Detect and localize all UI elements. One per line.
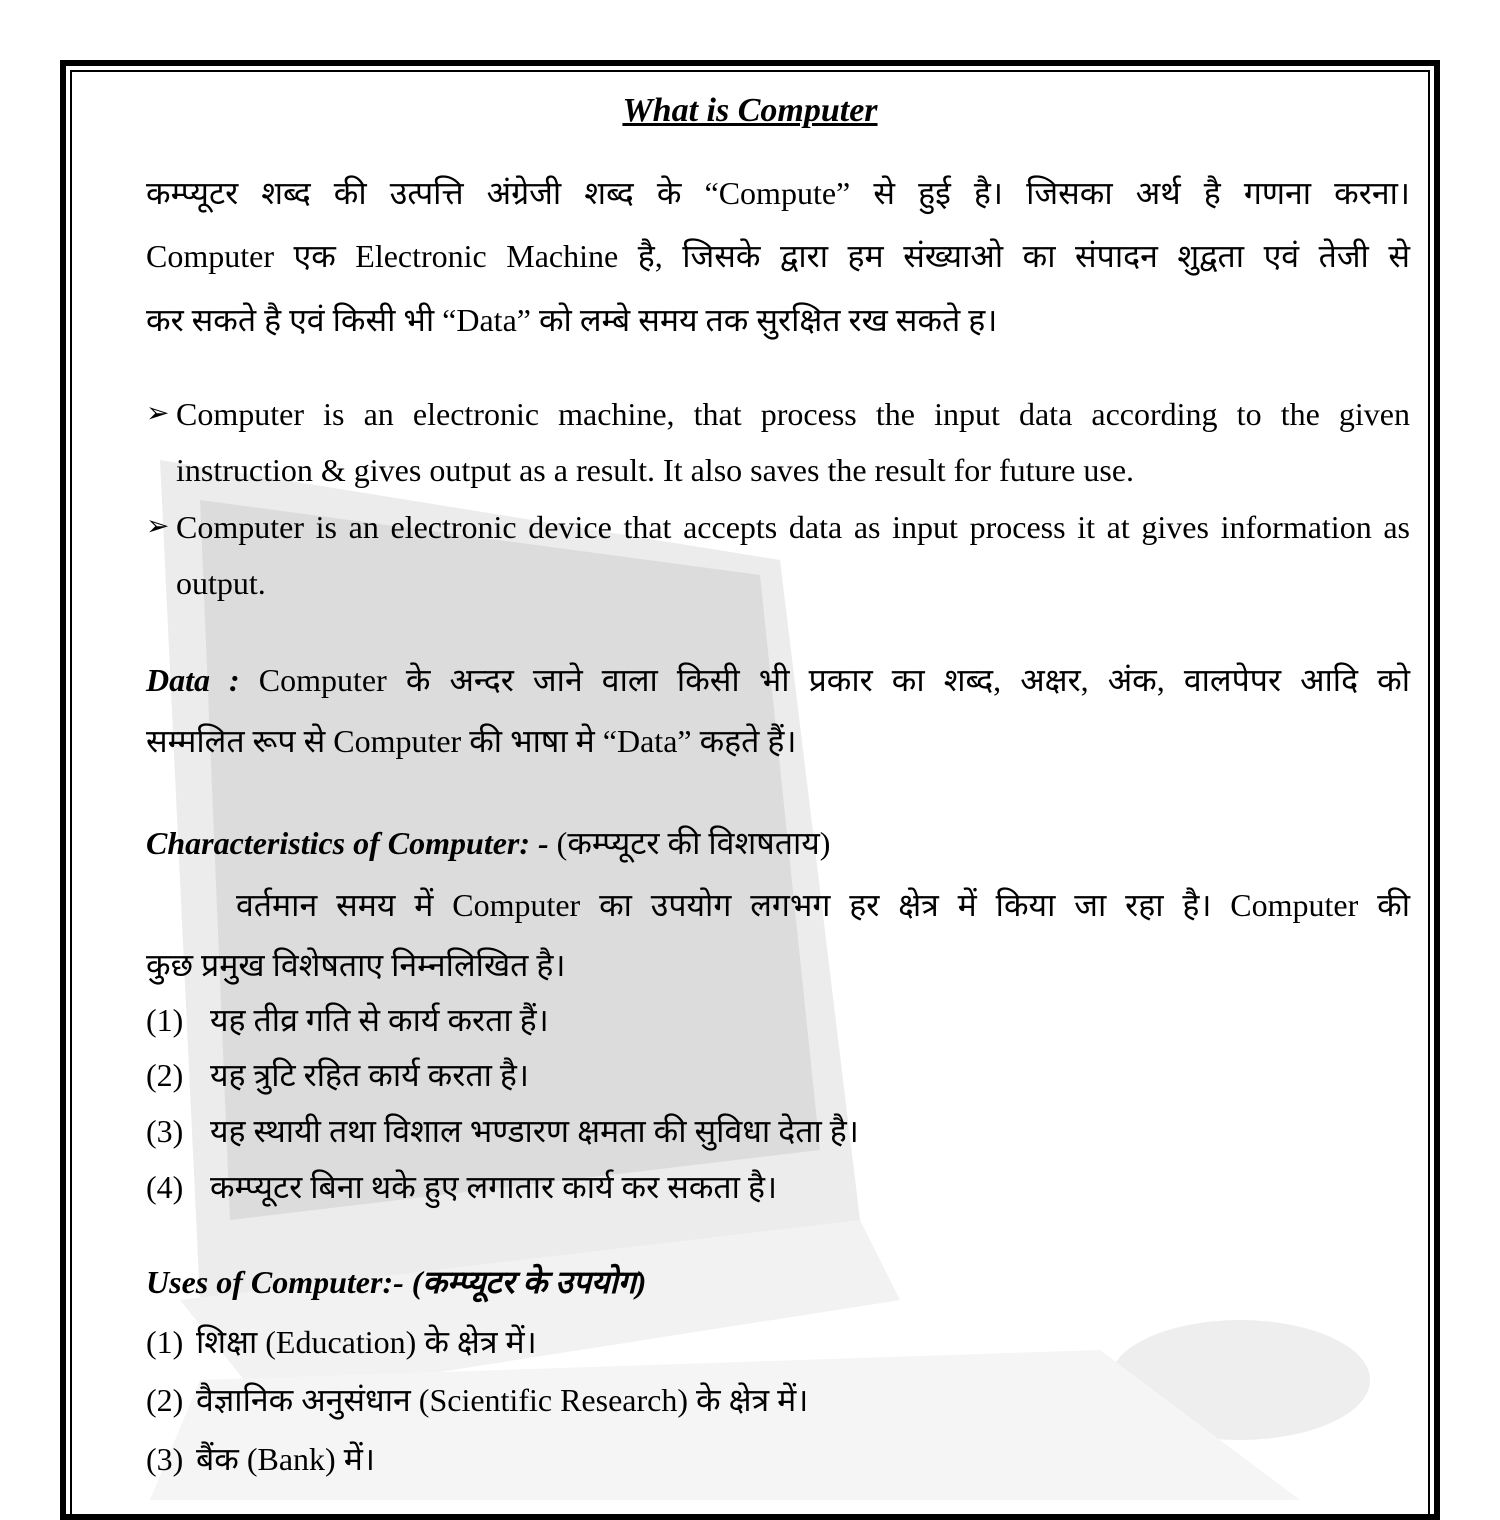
list-item: (1) यह तीव्र गति से कार्य करता हैं।: [146, 1002, 549, 1038]
data-label: Data :: [146, 662, 240, 698]
intro-line: कम्प्यूटर शब्द की उत्पत्ति अंग्रेजी शब्द के “Compute” से हुई है। जिसका अर्थ है गणना करना।: [146, 175, 1410, 211]
list-item: (3) यह स्थायी तथा विशाल भण्डारण क्षमता की सुविधा देता है।: [146, 1113, 859, 1149]
characteristics-line: कुछ प्रमुख विशेषताए निम्नलिखित है।: [146, 947, 566, 983]
uses-heading: Uses of Computer:- (कम्प्यूटर के उपयोग): [146, 1264, 647, 1300]
bullet-line: Computer is an electronic device that accepts data as input process it at gives information as: [176, 509, 1410, 545]
page-border-inner: [70, 70, 1430, 1520]
data-definition-line: Data : Computer के अन्दर जाने वाला किसी भी प्रकार का शब्द, अक्षर, अंक, वालपेपर आदि को: [146, 662, 1411, 698]
page-title: What is Computer: [622, 92, 878, 129]
arrow-bullet-icon: ➢: [146, 398, 170, 429]
list-item: (2) यह त्रुटि रहित कार्य करता है।: [146, 1057, 529, 1093]
bullet-line: instruction & gives output as a result. It also saves the result for future use.: [176, 452, 1135, 488]
bullet-line: output.: [176, 565, 266, 601]
list-item: (2) वैज्ञानिक अनुसंधान (Scientific Research) के क्षेत्र में।: [146, 1382, 809, 1418]
list-item: (4) कम्प्यूटर बिना थके हुए लगातार कार्य कर सकता है।: [146, 1169, 778, 1205]
intro-line: कर सकते है एवं किसी भी “Data” को लम्बे समय तक सुरक्षित रख सकते ह।: [146, 302, 998, 338]
characteristics-heading: Characteristics of Computer: - (कम्प्यूटर की विशषताय): [146, 825, 831, 861]
intro-line: Computer एक Electronic Machine है, जिसके द्वारा हम संख्याओ का संपादन शुद्वता एवं तेजी से: [146, 238, 1410, 274]
bullet-line: Computer is an electronic machine, that process the input data according to the given: [176, 396, 1410, 432]
arrow-bullet-icon: ➢: [146, 511, 170, 542]
data-definition-line: सम्मलित रूप से Computer की भाषा मे “Data” कहते हैं।: [146, 723, 797, 759]
list-item: (3) बैंक (Bank) में।: [146, 1441, 375, 1477]
list-item: (1) शिक्षा (Education) के क्षेत्र में।: [146, 1324, 537, 1360]
characteristics-line: वर्तमान समय में Computer का उपयोग लगभग हर क्षेत्र में किया जा रहा है। Computer की: [236, 887, 1410, 923]
